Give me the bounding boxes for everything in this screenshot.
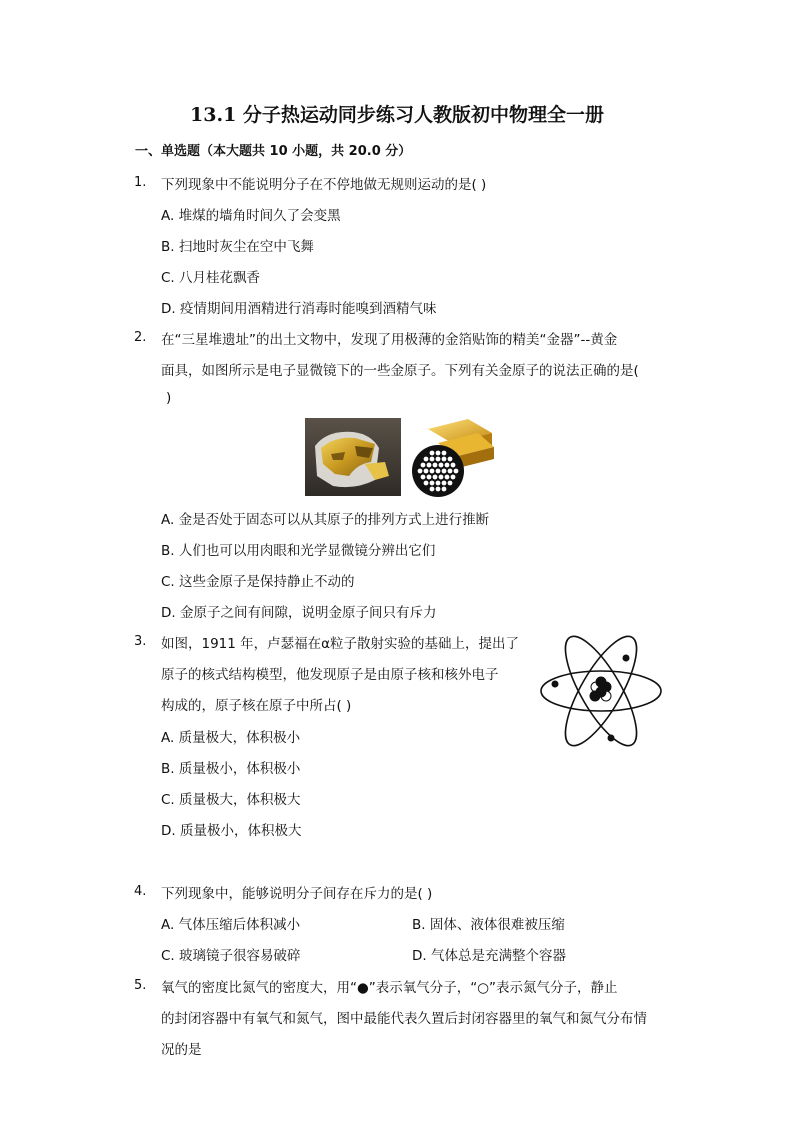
- question-number: 5.: [134, 978, 147, 993]
- question-text: 下列现象中不能说明分子在不停地做无规则运动的是( ): [161, 177, 487, 193]
- question-text: 面具，如图所示是电子显微镜下的一些金原子。下列有关金原子的说法正确的是(: [161, 363, 639, 379]
- question-text: 原子的核式结构模型，他发现原子是由原子核和核外电子: [161, 667, 499, 683]
- section-heading: 一、单选题（本大题共 10 小题，共 20.0 分）: [135, 144, 412, 159]
- option-b: B. 人们也可以用肉眼和光学显微镜分辨出它们: [161, 543, 436, 559]
- option-a: A. 堆煤的墙角时间久了会变黑: [161, 208, 341, 224]
- option-b: B. 固体、液体很难被压缩: [412, 917, 565, 933]
- option-b: B. 扫地时灰尘在空中飞舞: [161, 239, 314, 255]
- question-number: 2.: [134, 330, 147, 345]
- option-d: D. 金原子之间有间隙，说明金原子间只有斥力: [161, 605, 437, 621]
- gold-mask-image: [305, 418, 401, 496]
- option-c: C. 这些金原子是保持静止不动的: [161, 574, 355, 590]
- option-c: C. 八月桂花飘香: [161, 270, 261, 286]
- question-number: 3.: [134, 634, 147, 649]
- question-number: 1.: [134, 175, 147, 190]
- question-text: 下列现象中，能够说明分子间存在斥力的是( ): [161, 886, 433, 902]
- gold-atoms-image: [408, 413, 494, 499]
- page-title: 13.1 分子热运动同步练习人教版初中物理全一册: [190, 104, 604, 126]
- question-text: 氧气的密度比氮气的密度大，用“●”表示氧气分子，“○”表示氮气分子，静止: [161, 980, 618, 996]
- atom-model-diagram: [538, 624, 664, 758]
- option-d: D. 质量极小，体积极大: [161, 823, 302, 839]
- question-text: 如图，1911 年，卢瑟福在α粒子散射实验的基础上，提出了: [161, 636, 520, 652]
- option-c: C. 质量极大，体积极大: [161, 792, 301, 808]
- option-b: B. 质量极小，体积极小: [161, 761, 301, 777]
- question-text: 的封闭容器中有氧气和氮气，图中最能代表久置后封闭容器里的氧气和氮气分布情: [161, 1011, 647, 1027]
- question-number: 4.: [134, 884, 147, 899]
- option-a: A. 金是否处于固态可以从其原子的排列方式上进行推断: [161, 512, 490, 528]
- option-a: A. 质量极大，体积极小: [161, 730, 301, 746]
- question-text: 况的是: [161, 1042, 202, 1058]
- option-d: D. 气体总是充满整个容器: [412, 948, 566, 964]
- option-c: C. 玻璃镜子很容易破碎: [161, 948, 301, 964]
- question-text: 构成的，原子核在原子中所占( ): [161, 698, 352, 714]
- question-text: 在“三星堆遗址”的出土文物中，发现了用极薄的金箔贴饰的精美“金器”--黄金: [161, 332, 618, 348]
- option-a: A. 气体压缩后体积减小: [161, 917, 301, 933]
- option-d: D. 疫情期间用酒精进行消毒时能嗅到酒精气味: [161, 301, 437, 317]
- question-text: ): [166, 390, 172, 406]
